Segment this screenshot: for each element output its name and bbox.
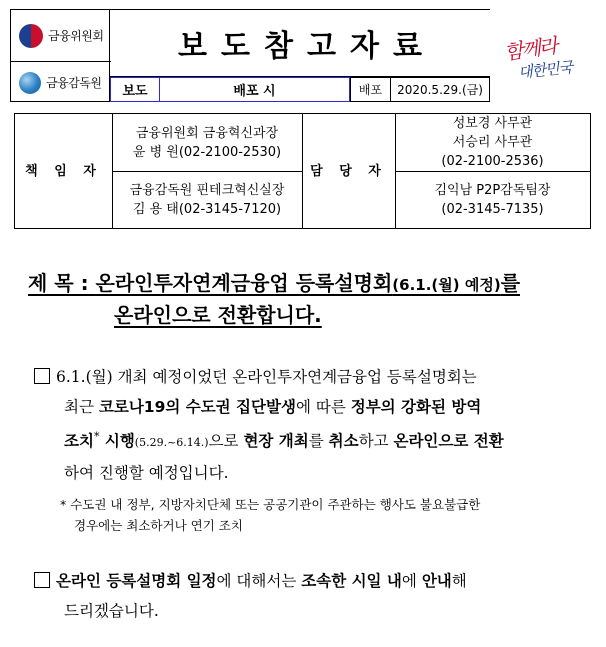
subject-line-1	[28, 268, 588, 300]
slogan-line1: 함께라	[502, 33, 558, 65]
p1-text-c4: 으로	[208, 432, 244, 451]
logo-column	[10, 9, 110, 102]
p2-text-a4: 에	[401, 572, 422, 590]
manager-contact-2	[395, 171, 590, 228]
p1-text-a: 6.1.(월) 개최 예정이었던 온라인투자연계금융업 등록설명회는	[56, 368, 477, 386]
manager-1-name-b: 서승리 사무관	[452, 135, 533, 150]
fss-emblem-icon	[19, 72, 41, 94]
responsible-2-dept: 금융감독원 핀테크혁신실장	[129, 182, 285, 198]
p1-line-1	[34, 362, 586, 392]
subject-date-note: (6.1.(월) 예정)	[392, 276, 501, 294]
p1-bold-cancel: 취소	[328, 432, 359, 451]
subject-main: 온라인투자연계금융업 등록설명회	[95, 271, 393, 295]
responsible-2-name: 김 용 태(02-3145-7120)	[132, 201, 282, 217]
manager-2-name: 김익남 P2P감독팀장	[434, 182, 551, 198]
fsc-logo	[11, 10, 111, 62]
p2-bold-schedule: 온라인 등록설명회 일정	[56, 572, 217, 590]
manager-label: 담 당 자	[310, 163, 387, 179]
contact-table	[14, 113, 591, 229]
document-title: 보도참고자료	[178, 29, 436, 64]
p1-line-4: 하여 진행할 예정입니다.	[64, 464, 229, 483]
footnote-line-1: * 수도권 내 정부, 지방자치단체 또는 공공기관이 주관하는 행사도 불요불급한	[60, 497, 481, 512]
p1-text-b3: 에 따른	[295, 398, 351, 416]
release-time: 배포 시	[160, 77, 350, 102]
p1-text-b1: 최근	[64, 398, 99, 416]
p2-bold-soon: 조속한 시일 내	[301, 572, 402, 590]
p1-bold-onsite: 현장 개최	[243, 432, 309, 451]
document-title-box	[110, 9, 490, 77]
responsible-contact-1	[112, 114, 302, 171]
footnote-line-2: 경우에는 최소하거나 연기 조치	[74, 518, 243, 533]
responsible-1-name: 윤 병 원(02-2100-2530)	[132, 144, 282, 160]
release-info-row	[110, 77, 490, 102]
body-paragraph-2	[34, 566, 586, 626]
p1-text-c8: 하고	[358, 432, 394, 451]
p1-bold-covid: 코로나19의 수도권 집단발생	[98, 398, 296, 416]
subject-line1-end: 를	[500, 271, 521, 295]
p1-text-c6: 를	[308, 432, 329, 451]
manager-contact-1	[395, 114, 590, 171]
footnote	[60, 494, 590, 536]
p1-line-3	[34, 422, 586, 458]
checkbox-bullet-icon	[34, 572, 50, 588]
responsible-contact-2	[112, 171, 302, 228]
distribution-date: 2020.5.29.(금)	[390, 77, 490, 102]
p1-bold-enforce: 시행	[99, 432, 135, 451]
p1-period: (5.29.~6.14.)	[134, 436, 209, 450]
press-header	[10, 9, 596, 102]
responsible-1-dept: 금융위원회 금융혁신과장	[135, 125, 279, 141]
bodo-label: 보도	[110, 77, 160, 102]
manager-1-phone: (02-2100-2536)	[441, 154, 544, 169]
slogan-line2: 대한민국	[517, 58, 573, 82]
slogan-logo	[494, 21, 594, 91]
subject-prefix: 제 목 :	[28, 271, 96, 295]
fss-logo	[11, 62, 111, 103]
manager-2-phone: (02-3145-7135)	[441, 201, 544, 217]
checkbox-bullet-icon	[34, 368, 50, 384]
subject-heading	[28, 268, 588, 330]
p1-bold-online: 온라인으로 전환	[393, 432, 504, 451]
p1-line-2	[34, 392, 586, 422]
p1-bold-gov: 정부의 강화된 방역	[350, 398, 482, 416]
subject-line-2: 온라인으로 전환합니다.	[114, 303, 322, 327]
p2-bold-notice: 안내	[421, 572, 452, 590]
p1-bold-measure: 조치	[64, 432, 94, 451]
distribution-label: 배포	[350, 77, 390, 102]
p2-text-a2: 에 대해서는	[216, 572, 302, 590]
p1-footnote-mark: *	[93, 430, 100, 443]
fss-logo-text: 금융감독원	[46, 76, 102, 90]
responsible-label: 책 임 자	[25, 163, 102, 179]
body-paragraph-1	[34, 362, 586, 488]
manager-1-name-a: 성보경 사무관	[452, 116, 533, 131]
p2-text-a6: 해	[451, 572, 467, 590]
p2-line-2: 드리겠습니다.	[64, 602, 159, 620]
p2-line-1	[34, 566, 586, 596]
fsc-logo-text: 금융위원회	[48, 29, 104, 43]
fsc-emblem-icon	[19, 24, 43, 48]
